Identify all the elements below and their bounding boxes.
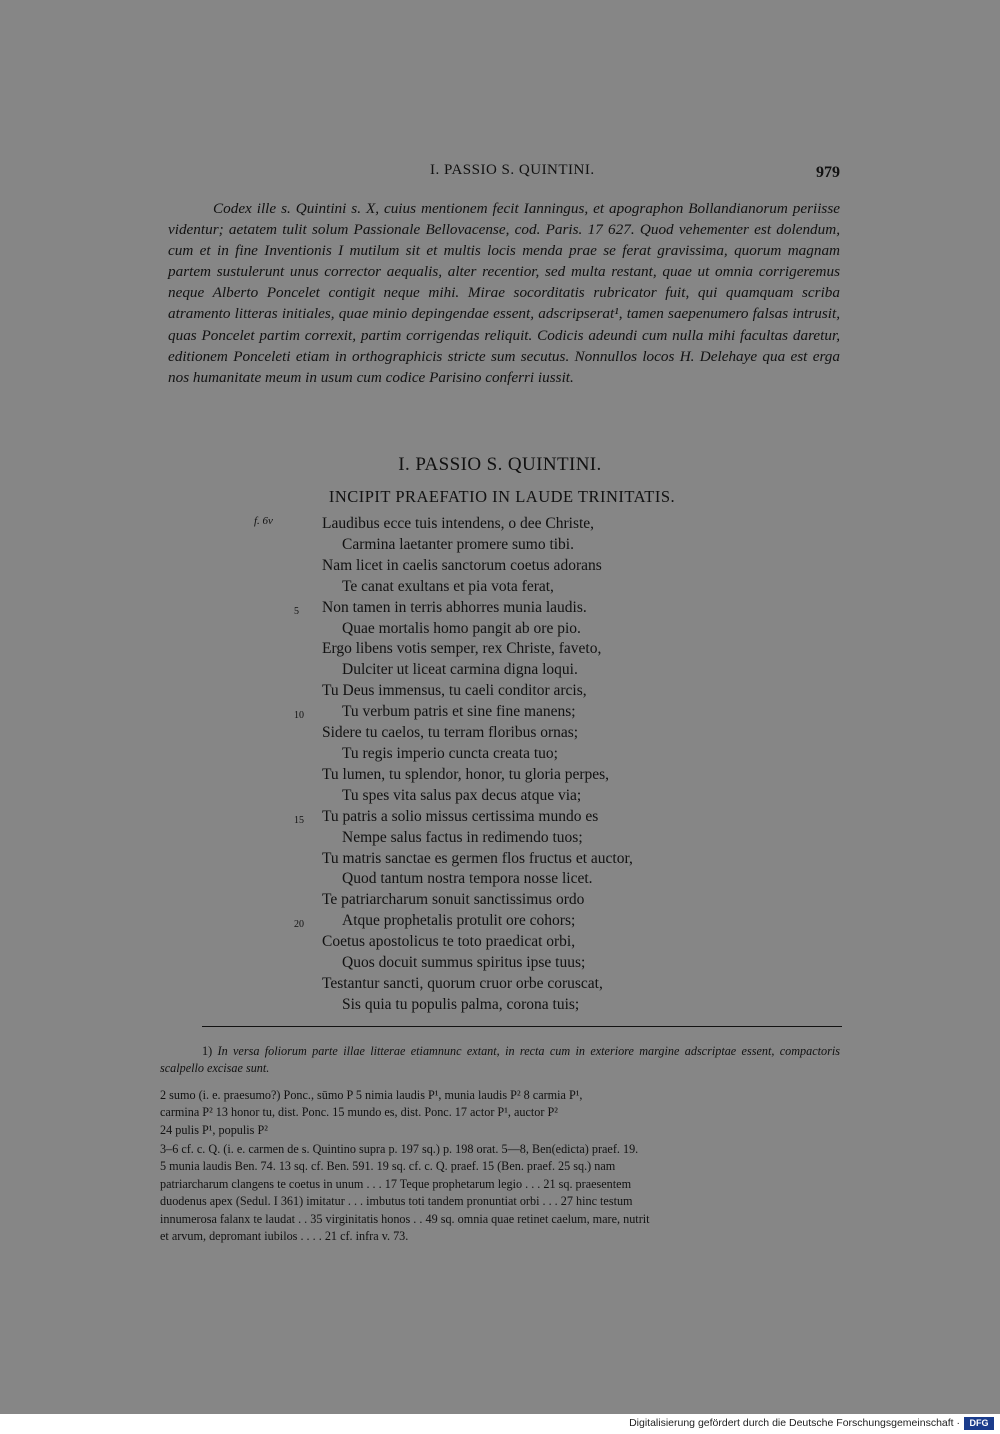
dfg-logo: DFG (964, 1417, 994, 1430)
poem-line (294, 702, 722, 723)
poem-line (322, 869, 722, 890)
footnote-body: In versa foliorum parte illae litterae etiamnunc extant, in recta cum in exteriore margine adscriptae essent, compactoris scalpello excisae sunt. (160, 1044, 841, 1076)
poem-line-text: Quod tantum nostra tempora nosse licet. (342, 870, 593, 888)
apparatus-line: patriarcharum clangens te coetus in unum . . . 17 Teque prophetarum legio . . . 21 sq. praesentem (160, 1176, 632, 1191)
apparatus-line: duodenus apex (Sedul. I 361) imitatur . . . imbutus toti tandem pronuntiat orbi . . . 27 hinc testum (160, 1194, 633, 1209)
poem-line (294, 807, 722, 828)
poem-line (322, 639, 722, 660)
poem-line-text: Tu spes vita salus pax decus atque via; (342, 786, 582, 804)
poem-line (322, 723, 722, 744)
poem-line-text: Sis quia tu populis palma, corona tuis; (342, 995, 580, 1013)
poem-line (322, 953, 722, 974)
poem-line-text: Coetus apostolicus te toto praedicat orbi, (322, 933, 576, 951)
section-title: I. PASSIO S. QUINTINI. (398, 454, 602, 475)
apparatus-line: 3–6 cf. c. Q. (i. e. carmen de s. Quintino supra p. 197 sq.) p. 198 orat. 5—8, Ben(edicta) praef. 19. (160, 1142, 639, 1156)
apparatus-line: carmina P² 13 honor tu, dist. Ponc. 15 mundo es, dist. Ponc. 17 actor P¹, auctor P² (160, 1105, 558, 1120)
poem-line-text: Ergo libens votis semper, rex Christe, faveto, (322, 640, 602, 658)
poem-line-text: Tu regis imperio cuncta creata tuo; (342, 744, 558, 762)
intro-paragraph: Codex ille s. Quintini s. X, cuius mentionem fecit Ianningus, et apographon Bollandianorum periisse videntur; aetatem tulit solum Passionale Bellovacense, cod. Paris. 17 627. Quod vehementer est dolendum, cum et in fine Inventionis I mutilum sit et multis locis menda prae se ferat gravissima, quorum magnam partem sustulerunt unus corrector aequalis, alter recentior, sed multa restant, quae ut omnia corrigeremus neque Alberto Poncelet contigit neque mihi. Mirae socorditatis rubricator fuit, qui quamquam scriba atramento litteras initiales, quae minio depingendae essent, adscripserat¹, tamen saepenumero falsas intrusit, quas Poncelet partim correxit, partim corrigendas reliquit. Codicis adeundi cum nulla mihi facultas daretur, editionem Ponceleti etiam in orthographicis stricte sum secutus. Nonnullos locos H. Delehaye qua est erga nos humanitate meum in usum cum codice Parisino conferri iussit. (168, 200, 840, 386)
poem-line (294, 598, 722, 619)
running-title: I. PASSIO S. QUINTINI. (430, 162, 595, 178)
poem-line-text: Laudibus ecce tuis intendens, o dee Christe, (322, 515, 595, 532)
praefatio-title: INCIPIT PRAEFATIO IN LAUDE TRINITATIS. (328, 487, 676, 506)
poem-line-text: Quos docuit summus spiritus ipse tuus; (342, 954, 586, 972)
footer-credit: Digitalisierung gefördert durch die Deutsche Forschungsgemeinschaft · (629, 1417, 960, 1429)
poem-line (322, 890, 722, 911)
poem (294, 514, 722, 1016)
poem-line-text: Carmina laetanter promere sumo tibi. (342, 535, 574, 553)
line-number: 5 (294, 605, 299, 617)
poem-line (322, 619, 722, 640)
poem-line-text: Nempe salus factus in redimendo tuos; (342, 828, 583, 846)
poem-line (322, 849, 722, 870)
poem-line (322, 744, 722, 765)
poem-line (322, 660, 722, 681)
footnote-separator (202, 1026, 842, 1027)
poem-line-text: Testantur sancti, quorum cruor orbe coruscat, (322, 974, 603, 992)
poem-line-text: Non tamen in terris abhorres munia laudis. (322, 598, 587, 616)
poem-line-text: Tu lumen, tu splendor, honor, tu gloria perpes, (322, 765, 610, 783)
poem-line (322, 974, 722, 995)
line-number: 15 (294, 814, 304, 826)
line-number: 10 (294, 710, 304, 722)
apparatus-criticus (160, 1087, 840, 1139)
poem-line-text: Quae mortalis homo pangit ab ore pio. (342, 619, 581, 637)
poem-line-text: Tu patris a solio missus certissima mundo es (322, 807, 599, 825)
apparatus-fontium (160, 1141, 840, 1245)
line-number: 20 (294, 919, 304, 931)
poem-line (322, 995, 722, 1016)
poem-line (322, 577, 722, 598)
poem-line-text: Tu matris sanctae es germen flos fructus et auctor, (322, 849, 633, 867)
poem-line-text: Te canat exultans et pia vota ferat, (342, 577, 554, 595)
apparatus-line: 24 pulis P¹, populis P² (160, 1122, 268, 1137)
poem-line (322, 514, 722, 535)
poem-line (322, 556, 722, 577)
poem-line (322, 681, 722, 702)
poem-line (322, 932, 722, 953)
poem-line-text: Te patriarcharum sonuit sanctissimus ordo (322, 891, 585, 909)
poem-line-text: Sidere tu caelos, tu terram floribus ornas; (322, 724, 579, 742)
poem-line-text: Tu verbum patris et sine fine manens; (342, 703, 576, 721)
footer-bar (0, 1414, 1000, 1434)
apparatus-line: innumerosa falanx te laudat . . 35 virginitatis honos . . 49 sq. omnia quae retinet caelum, mare, nutrit (160, 1211, 650, 1226)
poem-line (294, 911, 722, 932)
footnote-mark: 1) (202, 1044, 213, 1058)
apparatus-line: et arvum, depromant iubilos . . . . 21 cf. infra v. 73. (160, 1229, 409, 1244)
footnote (160, 1043, 840, 1078)
poem-line (322, 765, 722, 786)
apparatus-line: 5 munia laudis Ben. 74. 13 sq. cf. Ben. 591. 19 sq. cf. c. Q. praef. 15 (Ben. praef. 25 sq.) nam (160, 1159, 616, 1174)
poem-line (322, 828, 722, 849)
poem-line (322, 786, 722, 807)
poem-line-text: Tu Deus immensus, tu caeli conditor arcis, (322, 682, 587, 700)
poem-line-text: Dulciter ut liceat carmina digna loqui. (342, 661, 578, 679)
folio-note: f. 6v (254, 515, 273, 527)
poem-line-text: Atque prophetalis protulit ore cohors; (342, 912, 576, 930)
apparatus-line: 2 sumo (i. e. praesumo?) Ponc., sūmo P 5 nimia laudis P¹, munia laudis P² 8 carmia P¹, (160, 1088, 583, 1102)
poem-line-text: Nam licet in caelis sanctorum coetus adorans (322, 556, 602, 574)
running-head (160, 162, 840, 184)
page-number: 979 (816, 164, 840, 181)
poem-line (322, 535, 722, 556)
